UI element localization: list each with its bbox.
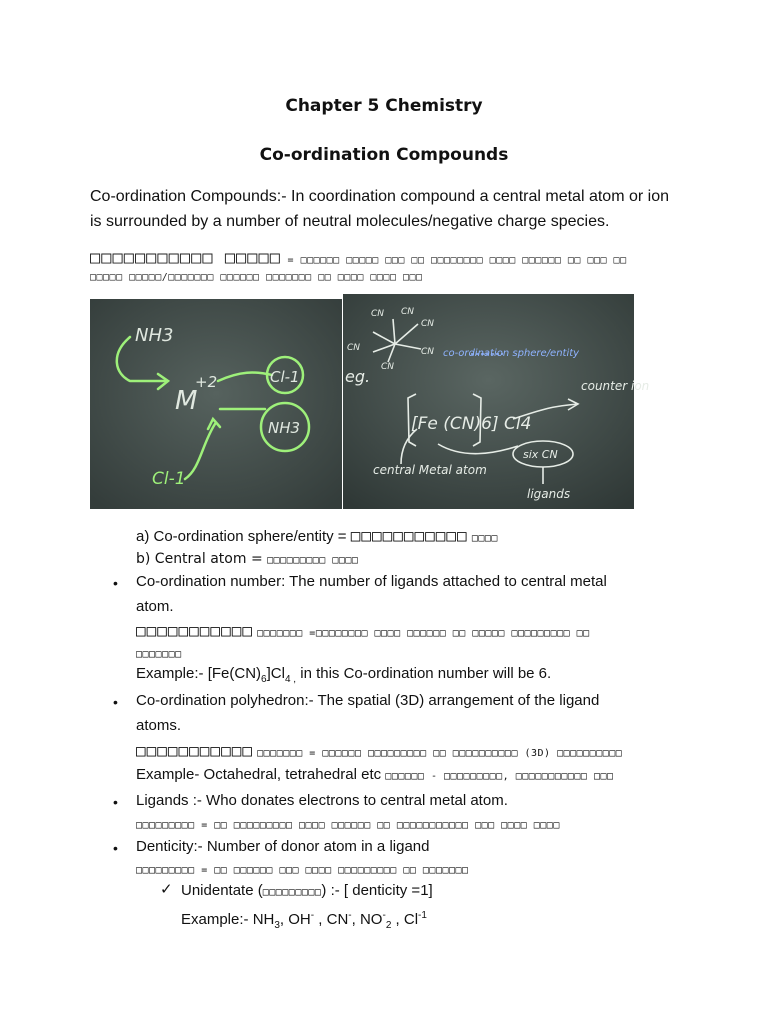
example-sub-6: 6 <box>261 674 267 685</box>
intro-paragraph: Co-ordination Compounds:- In coordination compound a central metal atom or ion is surrounded by a number of neutral molecules/negative charge species. <box>90 188 669 230</box>
unidentate-prefix: Unidentate ( <box>181 882 263 899</box>
ligands-board-label: ligands <box>527 487 571 501</box>
nh3-circle-label: NH3 <box>268 419 301 437</box>
example-prefix: Example:- [Fe(CN) <box>136 665 262 682</box>
hindi-intro-line1: = □□□□□□ □□□□□ □□□ □□ □□□□□□□□ □□□□ □□□□□□ □□ □□□ □□ <box>287 255 627 266</box>
denticity-hindi: □□□□□□□□□ = □□ □□□□□□ □□□ □□□□ □□□□□□□□□ □□ □□□□□□□ <box>136 865 469 876</box>
polyhedron-hindi-big: □□□□□□□□□□□ <box>136 741 253 760</box>
bullet-coord-number: • <box>113 575 118 591</box>
polyhedron-line1: Co-ordination polyhedron:- The spatial (3D) arrangement of the ligand <box>136 692 600 709</box>
bullet-denticity: • <box>113 840 118 856</box>
hindi-intro <box>90 250 690 286</box>
bullet-ligands: • <box>113 794 118 810</box>
complex-formula: [Fe (CN)6] Cl4 <box>411 414 532 434</box>
no-sub: 2 <box>385 920 392 931</box>
sphere-entity-label: co-ordination sphere/entity <box>443 348 580 359</box>
chalkboard-photo-left <box>90 299 342 509</box>
unidentate-line <box>181 880 433 904</box>
cl-text: , Cl <box>391 911 419 928</box>
polyhedron-example-text: Example- Octahedral, tetrahedral etc <box>136 766 386 783</box>
ligands-line: Ligands :- Who donates electrons to central metal atom. <box>136 792 508 809</box>
hindi-intro-heading: □□□□□□□□□□□ □□□□□ <box>90 248 281 268</box>
nh3-top-label: NH3 <box>135 325 174 346</box>
sphere-hindi-small: □□□□ <box>471 533 498 544</box>
cl-circle-label: Cl-1 <box>270 368 300 386</box>
unidentate-suffix: ) :- [ denticity =1] <box>321 882 433 899</box>
coord-number-hindi <box>136 620 590 645</box>
sphere-entity-item <box>136 525 498 550</box>
hindi-intro-line2: □□□□□ □□□□□/□□□□□□□ □□□□□□ □□□□□□□ □□ □□□□ □□□□ □□□ <box>90 272 423 283</box>
ligands-hindi: □□□□□□□□□ = □□ □□□□□□□□□ □□□□ □□□□□□ □□ □□□□□□□□□□□ □□□ □□□□ □□□□ <box>136 820 560 831</box>
cn-label-6: CN <box>381 362 395 372</box>
sphere-entity-text: a) Co-ordination sphere/entity = <box>136 528 351 545</box>
cn-label-5: CN <box>421 347 435 357</box>
polyhedron-hindi <box>136 740 622 765</box>
cn-label-2: CN <box>401 307 415 317</box>
eg-label: eg. <box>345 367 371 386</box>
unidentate-example <box>181 905 427 937</box>
central-atom-label: central Metal atom <box>373 463 487 477</box>
example-suffix: in this Co-ordination number will be 6. <box>296 665 552 682</box>
six-cn-label: six CN <box>523 448 558 461</box>
denticity-line: Denticity:- Number of donor atom in a ligand <box>136 838 430 855</box>
cn-sup: - <box>348 910 352 921</box>
example-mid: ]Cl <box>266 665 285 682</box>
coord-number-hindi-big: □□□□□□□□□□□ <box>136 621 253 640</box>
charge-label: +2 <box>195 373 218 391</box>
central-atom-text: b) Central atom = <box>136 551 268 567</box>
coord-number-line1: Co-ordination number: The number of ligands attached to central metal <box>136 573 607 590</box>
oh-sup: - <box>310 910 315 921</box>
cn-text: , CN <box>314 911 349 928</box>
chalkboard-photo-right <box>343 294 650 509</box>
counter-ion-label: counter ion <box>581 379 650 393</box>
oh-text: , OH <box>279 911 311 928</box>
unidentate-example-prefix: Example:- NH <box>181 911 275 928</box>
polyhedron-hindi-line: □□□□□□□ = □□□□□□ □□□□□□□□□ □□ □□□□□□□□□□ (3D) □□□□□□□□□□ <box>257 748 623 759</box>
polyhedron-line2: atoms. <box>136 717 182 734</box>
central-atom-item <box>136 548 358 572</box>
checkmark-icon: ✓ <box>160 881 173 898</box>
polyhedron-example <box>136 764 614 788</box>
no-sup: - <box>382 910 386 921</box>
cn-label-4: CN <box>347 343 361 353</box>
no-text: , NO <box>351 911 383 928</box>
cl-sup: -1 <box>418 910 427 921</box>
cn-label-3: CN <box>421 319 435 329</box>
chapter-title: Chapter 5 Chemistry <box>285 96 483 116</box>
coord-number-hindi-line1: □□□□□□□ =□□□□□□□□ □□□□ □□□□□□ □□ □□□□□ □□□□□□□□□ □□ <box>257 628 590 639</box>
coord-number-hindi-line2: □□□□□□□ <box>136 649 182 660</box>
cl-bottom-label: Cl-1 <box>152 469 186 489</box>
denticity-hindi-wrap <box>136 858 469 882</box>
topic-title: Co-ordination Compounds <box>259 145 509 165</box>
metal-label: M <box>175 386 198 416</box>
chalkboard-drawing-right <box>343 294 650 509</box>
cn-label-1: CN <box>371 309 385 319</box>
coord-number-line2: atom. <box>136 598 174 615</box>
bullet-polyhedron: • <box>113 694 118 710</box>
example-sub-4: 4 , <box>284 674 297 685</box>
central-atom-hindi: □□□□□□□□□ □□□□ <box>267 555 359 566</box>
polyhedron-example-hindi: □□□□□□ - □□□□□□□□□, □□□□□□□□□□□ □□□ <box>385 771 614 782</box>
nh3-sub: 3 <box>274 920 280 931</box>
coord-number-example <box>136 663 551 691</box>
ligands-hindi-wrap <box>136 813 560 837</box>
unidentate-hindi: □□□□□□□□□ <box>262 887 322 898</box>
sphere-hindi-big: □□□□□□□□□□□ <box>350 526 468 545</box>
chalkboard-drawing-left <box>90 299 342 509</box>
